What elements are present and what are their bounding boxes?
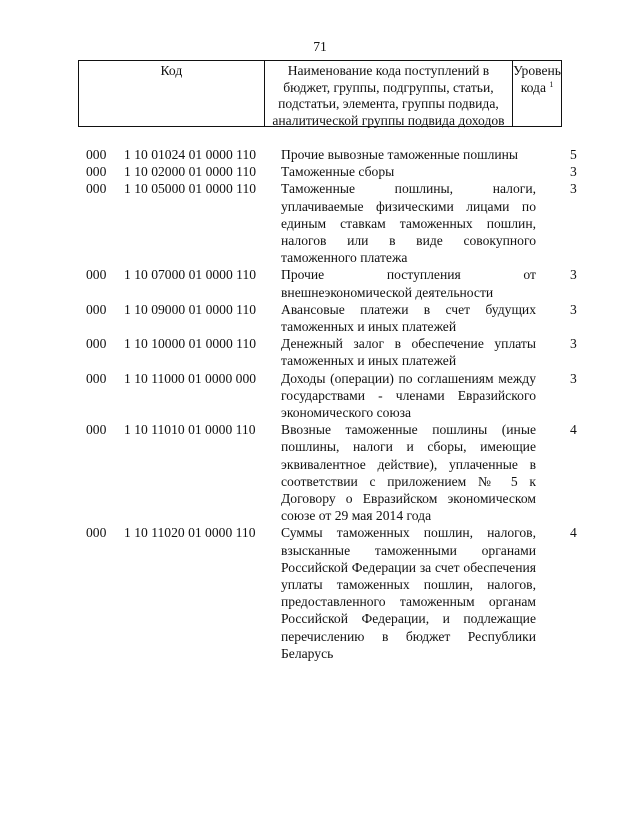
table-row bbox=[0, 421, 640, 524]
table-row bbox=[0, 180, 640, 266]
revenue-code: 1 10 05000 01 0000 110 bbox=[124, 181, 257, 197]
revenue-name: Суммы таможенных пошлин, налогов, взысканные таможенными органами Российской Федерации за счет обеспечения уплаты таможенных пошлин, налогов, предоставленного таможенным органам Российской Федерации, и подлежащие перечислению в бюджет Республики Беларусь bbox=[281, 525, 536, 661]
admin-code: 000 bbox=[86, 301, 107, 317]
revenue-code: 1 10 11010 01 0000 110 bbox=[124, 422, 256, 438]
admin-code: 000 bbox=[86, 422, 107, 438]
code-level: 3 bbox=[570, 181, 577, 197]
admin-code: 000 bbox=[86, 181, 107, 197]
table-row bbox=[0, 301, 640, 335]
code-level: 3 bbox=[570, 336, 577, 352]
header-name: Наименование кода поступлений в бюджет, группы, подгруппы, статьи, подстатьи, элемента, группы подвида, аналитической группы подвида доходов bbox=[265, 61, 513, 126]
admin-code: 000 bbox=[86, 336, 107, 352]
table-row bbox=[0, 163, 640, 180]
footnote-marker: 1 bbox=[549, 79, 554, 89]
table-row bbox=[0, 266, 640, 300]
admin-code: 000 bbox=[86, 164, 107, 180]
admin-code: 000 bbox=[86, 147, 107, 162]
table-header bbox=[78, 60, 562, 127]
revenue-name: Таможенные пошлины, налоги, уплачиваемые физическими лицами по единым ставкам таможенных пошлин, налогов или в виде совокупного таможенного платежа bbox=[281, 181, 536, 266]
revenue-code: 1 10 10000 01 0000 110 bbox=[124, 336, 257, 352]
revenue-code: 1 10 01024 01 0000 110 bbox=[124, 147, 257, 162]
table-row bbox=[0, 370, 640, 422]
revenue-code: 1 10 07000 01 0000 110 bbox=[124, 267, 257, 283]
code-level: 5 bbox=[570, 147, 577, 162]
admin-code: 000 bbox=[86, 267, 107, 283]
revenue-code: 1 10 11000 01 0000 000 bbox=[124, 370, 257, 386]
code-level: 4 bbox=[570, 422, 577, 438]
table-row bbox=[0, 335, 640, 369]
table-row bbox=[0, 524, 640, 662]
header-level bbox=[513, 61, 561, 126]
table-row bbox=[0, 146, 640, 163]
revenue-code: 1 10 02000 01 0000 110 bbox=[124, 164, 257, 180]
code-level: 3 bbox=[570, 301, 577, 317]
revenue-code: 1 10 09000 01 0000 110 bbox=[124, 301, 257, 317]
revenue-name: Авансовые платежи в счет будущих таможенных и иных платежей bbox=[281, 301, 536, 335]
code-level: 4 bbox=[570, 525, 577, 541]
header-level-label: Уровень кода bbox=[513, 63, 561, 95]
table-body bbox=[0, 146, 640, 662]
header-code: Код bbox=[79, 61, 265, 126]
code-level: 3 bbox=[570, 164, 577, 180]
page-number: 71 bbox=[313, 39, 327, 54]
revenue-name: Таможенные сборы bbox=[281, 164, 395, 180]
revenue-name: Прочие поступления от внешнеэкономической деятельности bbox=[281, 267, 536, 300]
revenue-name: Денежный залог в обеспечение уплаты таможенных и иных платежей bbox=[281, 336, 536, 369]
revenue-name: Ввозные таможенные пошлины (иные пошлины, налоги и сборы, имеющие эквивалентное действие), уплаченные в соответствии с приложением № 5 к Договору о Евразийском экономическом союзе от 29 мая 2014 года bbox=[281, 422, 536, 524]
code-level: 3 bbox=[570, 267, 577, 283]
admin-code: 000 bbox=[86, 525, 107, 541]
revenue-code: 1 10 11020 01 0000 110 bbox=[124, 525, 256, 541]
revenue-name: Прочие вывозные таможенные пошлины bbox=[281, 147, 519, 162]
admin-code: 000 bbox=[86, 370, 107, 386]
code-level: 3 bbox=[570, 370, 577, 386]
revenue-name: Доходы (операции) по соглашениям между государствами - членами Евразийского экономического союза bbox=[281, 370, 536, 421]
